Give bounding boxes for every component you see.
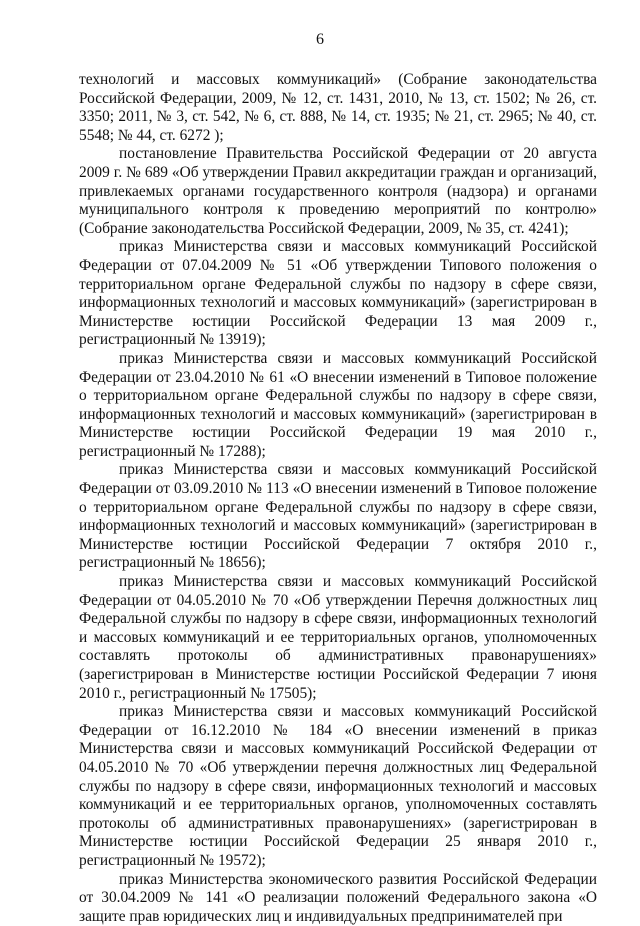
paragraph-order-141: приказ Министерства экономического развития Российской Федерации от 30.04.2009 № 141 «О реализации положений Федерального закона «О защите прав юридических лиц и индивидуальных предпринимателей при — [79, 870, 597, 925]
paragraph-order-184: приказ Министерства связи и массовых коммуникаций Российской Федерации от 16.12.2010 № 184 «О внесении изменений в приказ Министерства связи и массовых коммуникаций Российской Федерации от 04.05.2010 № 70 «Об утверждении перечня должностных лиц Федеральной службы по надзору в сфере связи, информационных технологий и массовых коммуникаций и ее территориальных органов, уполномоченных составлять протоколы об административных правонарушениях» (зарегистрирован в Министерстве юстиции Российской Федерации 25 января 2010 г., регистрационный № 19572); — [79, 703, 597, 869]
paragraph-order-70: приказ Министерства связи и массовых коммуникаций Российской Федерации от 04.05.2010 № 70 «Об утверждении Перечня должностных лиц Федеральной службы по надзору в сфере связи, информационных технологий и массовых коммуникаций и ее территориальных органов, уполномоченных составлять протоколы об административных правонарушениях» (зарегистрирован в Министерстве юстиции Российской Федерации 7 июня 2010 г., регистрационный № 17505); — [79, 573, 597, 702]
paragraph-order-61: приказ Министерства связи и массовых коммуникаций Российской Федерации от 23.04.2010 № 61 «О внесении изменений в Типовое положение о территориальном органе Федеральной службы по надзору в сфере связи, информационных технологий и массовых коммуникаций» (зарегистрирован в Министерстве юстиции Российской Федерации 19 мая 2010 г., регистрационный № 17288); — [79, 349, 597, 460]
paragraph-continuation: технологий и массовых коммуникаций» (Собрание законодательства Российской Федерации, 2009, № 12, ст. 1431, 2010, № 13, ст. 1502; № 26, ст. 3350; 2011, № 3, ст. 542, № 6, ст. 888, № 14, ст. 1935; № 21, ст. 2965; № 40, ст. 5548; № 44, ст. 6272 ); — [79, 71, 597, 144]
paragraph-order-51: приказ Министерства связи и массовых коммуникаций Российской Федерации от 07.04.2009 № 51 «Об утверждении Типового положения о территориальном органе Федеральной службы по надзору в сфере связи, информационных технологий и массовых коммуникаций» (зарегистрирован в Министерстве юстиции Российской Федерации 13 мая 2009 г., регистрационный № 13919); — [79, 238, 597, 349]
paragraph-government-resolution-689: постановление Правительства Российской Федерации от 20 августа 2009 г. № 689 «Об утверждении Правил аккредитации граждан и организаций, привлекаемых органами государственного контроля (надзора) и органами муниципального контроля к проведению мероприятий по контролю» (Собрание законодательства Российской Федерации, 2009, № 35, ст. 4241); — [79, 145, 597, 237]
paragraph-order-113: приказ Министерства связи и массовых коммуникаций Российской Федерации от 03.09.2010 № 113 «О внесении изменений в Типовое положение о территориальном органе Федеральной службы по надзору в сфере связи, информационных технологий и массовых коммуникаций» (зарегистрирован в Министерстве юстиции Российской Федерации 7 октября 2010 г., регистрационный № 18656); — [79, 461, 597, 572]
document-body — [79, 71, 597, 926]
page-number: 6 — [316, 31, 324, 48]
